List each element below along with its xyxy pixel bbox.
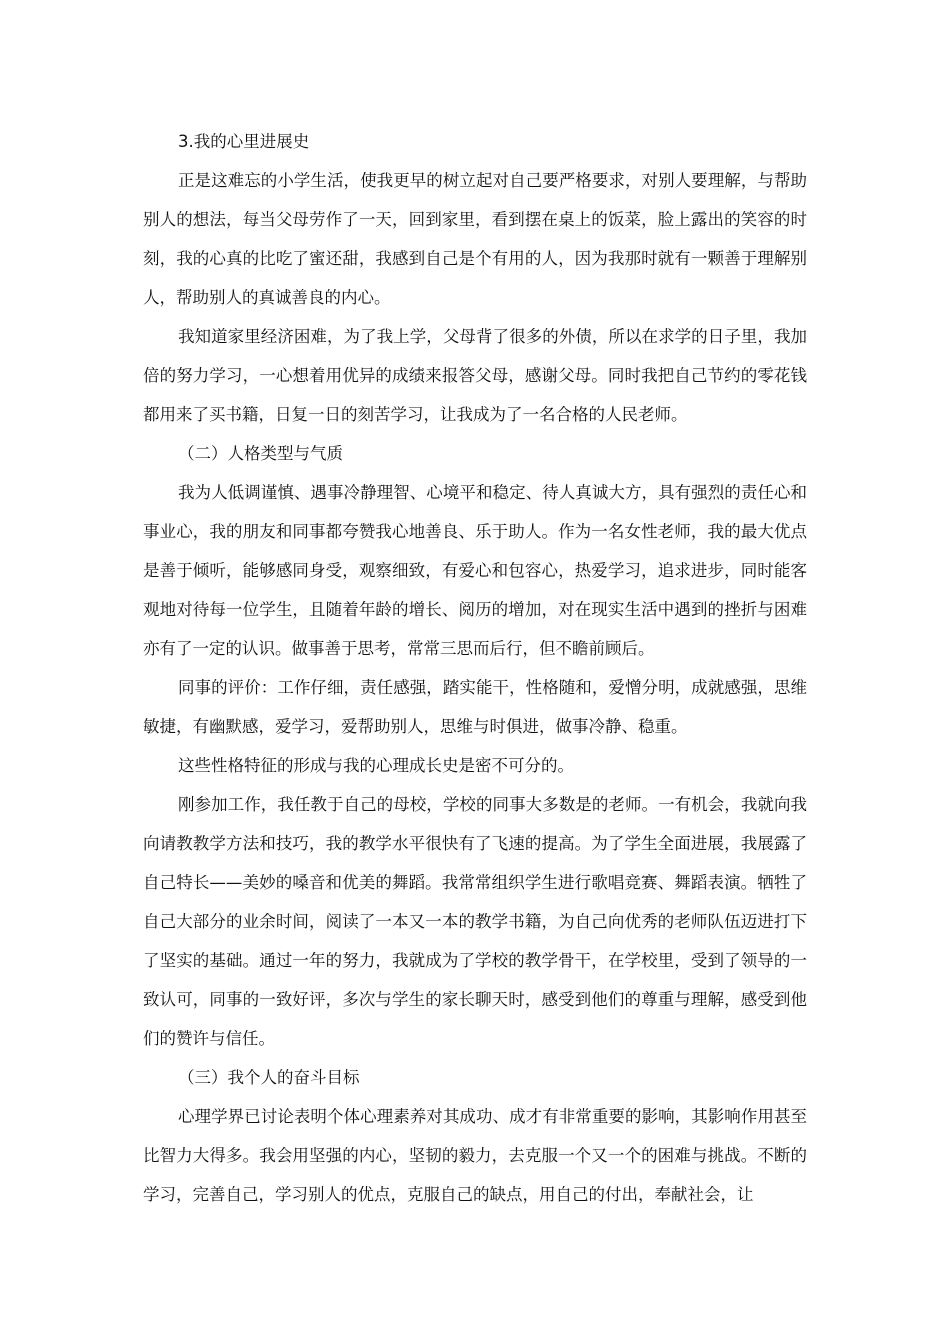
section-heading: （三）我个人的奋斗目标	[178, 1068, 360, 1087]
paragraph: 这些性格特征的形成与我的心理成长史是密不可分的。	[178, 756, 574, 775]
paragraph: 心理学界已讨论表明个体心理素养对其成功、成才有非常重要的影响，其影响作用甚至比智力大得多。我会用坚强的内心，坚韧的毅力，去克服一个又一个的困难与挑战。不断的学习，完善自己，学习别人的优点，克服自己的缺点，用自己的付出，奉献社会，让	[143, 1107, 807, 1204]
paragraph: 正是这难忘的小学生活，使我更早的树立起对自己要严格要求，对别人要理解，与帮助别人的想法，每当父母劳作了一天，回到家里，看到摆在桌上的饭菜，脸上露出的笑容的时刻，我的心真的比吃了蜜还甜，我感到自己是个有用的人，因为我那时就有一颗善于理解别人，帮助别人的真诚善良的内心。	[143, 171, 807, 307]
document-body	[143, 122, 807, 1214]
paragraph: 同事的评价：工作仔细，责任感强，踏实能干，性格随和，爱憎分明，成就感强，思维敏捷，有幽默感，爱学习，爱帮助别人，思维与时俱进，做事冷静、稳重。	[143, 678, 807, 736]
paragraph: 刚参加工作，我任教于自己的母校，学校的同事大多数是的老师。一有机会，我就向我向请教教学方法和技巧，我的教学水平很快有了飞速的提高。为了学生全面进展，我展露了自己特长——美妙的嗓音和优美的舞蹈。我常常组织学生进行歌唱竞赛、舞蹈表演。牺牲了自己大部分的业余时间，阅读了一本又一本的教学书籍，为自己向优秀的老师队伍迈进打下了坚实的基础。通过一年的努力，我就成为了学校的教学骨干，在学校里，受到了领导的一致认可，同事的一致好评，多次与学生的家长聊天时，感受到他们的尊重与理解，感受到他们的赞许与信任。	[143, 795, 807, 1048]
paragraph: 我知道家里经济困难，为了我上学，父母背了很多的外债，所以在求学的日子里，我加倍的努力学习，一心想着用优异的成绩来报答父母，感谢父母。同时我把自己节约的零花钱都用来了买书籍，日复一日的刻苦学习，让我成为了一名合格的人民老师。	[143, 327, 807, 424]
section-heading: （二）人格类型与气质	[178, 444, 343, 463]
section-heading: 3.我的心里进展史	[178, 132, 310, 151]
paragraph: 我为人低调谨慎、遇事冷静理智、心境平和稳定、待人真诚大方，具有强烈的责任心和事业心，我的朋友和同事都夸赞我心地善良、乐于助人。作为一名女性老师，我的最大优点是善于倾听，能够感同身受，观察细致，有爱心和包容心，热爱学习，追求进步，同时能客观地对待每一位学生，且随着年龄的增长、阅历的增加，对在现实生活中遇到的挫折与困难亦有了一定的认识。做事善于思考，常常三思而后行，但不瞻前顾后。	[143, 483, 807, 658]
